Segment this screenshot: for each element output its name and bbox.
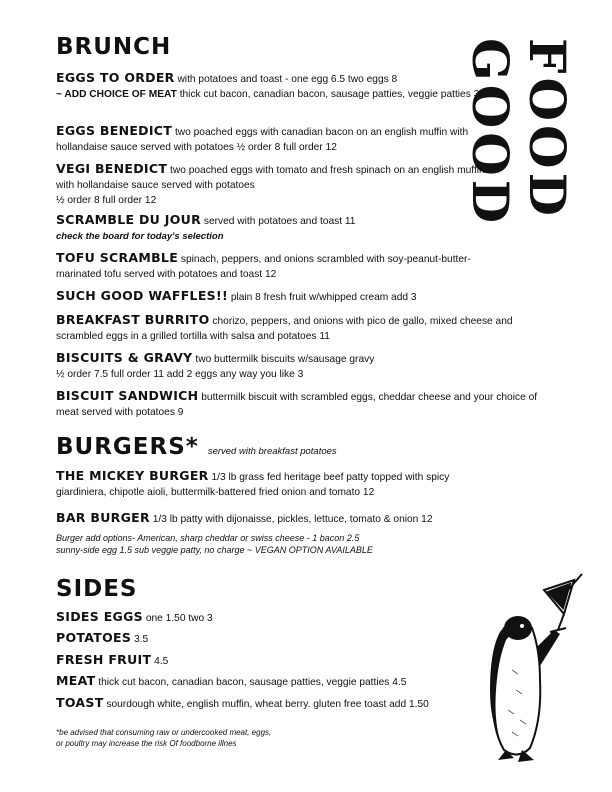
menu-item [56, 609, 486, 626]
item-desc: 3.5 [134, 634, 149, 645]
item-name: BISCUITS & GRAVY [56, 350, 193, 365]
item-desc: thick cut bacon, canadian bacon, sausage patties, veggie patties 4.5 [98, 677, 407, 688]
menu-item [56, 250, 486, 282]
burger-addons-line2: sunny-side egg 1.5 sub veggie patty, no charge ~ VEGAN OPTION AVAILABLE [56, 545, 373, 555]
item-note: check the board for today's selection [56, 231, 224, 242]
disclaimer-line1: *be advised that consuming raw or undercooked meat, eggs, [56, 728, 272, 737]
item-name: MEAT [56, 673, 96, 688]
sides-heading: SIDES [56, 576, 138, 602]
item-desc: one 1.50 two 3 [145, 613, 213, 624]
menu-item [56, 350, 486, 382]
brunch-heading: BRUNCH [56, 34, 172, 60]
burger-addons-line1: Burger add options- American, sharp cheddar or swiss cheese - 1 bacon 2.5 [56, 533, 360, 543]
menu-item [56, 212, 486, 244]
burgers-subheading: served with breakfast potatoes [207, 446, 337, 457]
menu-item [56, 70, 486, 102]
item-desc: chorizo, peppers, and onions with pico de gallo, mixed cheese and scrambled eggs in a grilled tortilla with salsa and potatoes 11 [56, 316, 513, 342]
penguin-cocktail-icon [478, 570, 588, 770]
menu-item [56, 288, 486, 305]
burgers-heading: BURGERS* [56, 434, 199, 460]
item-name: POTATOES [56, 630, 132, 645]
item-desc: buttermilk biscuit with scrambled eggs, cheddar cheese and your choice of meat served with potatoes 9 [56, 392, 538, 418]
item-desc: plain 8 fresh fruit w/whipped cream add 3 [230, 292, 417, 303]
burgers-heading-row [56, 434, 337, 460]
menu-item [56, 312, 556, 344]
menu-item [56, 695, 486, 712]
item-desc: spinach, peppers, and onions scrambled with soy-peanut-butter-marinated tofu served with potatoes and toast 12 [56, 254, 471, 280]
item-name: SUCH GOOD WAFFLES!! [56, 288, 228, 303]
disclaimer [56, 727, 271, 749]
burger-addons [56, 532, 373, 556]
menu-item [56, 510, 556, 527]
item-desc: 4.5 [154, 656, 169, 667]
item-desc: sourdough white, english muffin, wheat berry. gluten free toast add 1.50 [106, 699, 429, 710]
item-name: BISCUIT SANDWICH [56, 388, 199, 403]
menu-item [56, 123, 486, 155]
item-name: FRESH FRUIT [56, 652, 152, 667]
item-name: SCRAMBLE DU JOUR [56, 212, 202, 227]
banner-word-food: FOOD [518, 38, 577, 220]
item-name: BAR BURGER [56, 510, 150, 525]
menu-item [56, 673, 486, 690]
item-desc: two buttermilk biscuits w/sausage gravy [195, 354, 375, 365]
item-name: VEGI BENEDICT [56, 161, 168, 176]
item-desc: with potatoes and toast - one egg 6.5 two eggs 8 [177, 74, 398, 85]
item-name: TOFU SCRAMBLE [56, 250, 179, 265]
item-desc: two poached eggs with tomato and fresh spinach on an english muffin with hollandaise sauce served with potatoes [56, 165, 485, 191]
menu-item [56, 388, 556, 420]
menu-item [56, 652, 486, 669]
item-extra-desc: thick cut bacon, canadian bacon, sausage patties, veggie patties 3 [179, 89, 480, 100]
item-extra: ~ ADD CHOICE OF MEAT [56, 89, 177, 100]
disclaimer-line2: or poultry may increase the risk Of foodborne illnes [56, 739, 237, 748]
menu-item [56, 161, 486, 208]
item-desc-2: ½ order 8 full order 12 [56, 195, 157, 206]
banner-word-good: GOOD [461, 38, 520, 228]
item-name: TOAST [56, 695, 104, 710]
item-desc: 1/3 lb grass fed heritage beef patty topped with spicy giardiniera, chipotle aioli, buttermilk-battered fried onion and tomato 12 [56, 472, 450, 498]
item-desc: served with potatoes and toast 11 [203, 216, 356, 227]
menu-item [56, 630, 486, 647]
item-name: THE MICKEY BURGER [56, 468, 209, 483]
item-desc: 1/3 lb patty with dijonaisse, pickles, lettuce, tomato & onion 12 [152, 514, 433, 525]
item-name: SIDES EGGS [56, 609, 143, 624]
menu-item [56, 468, 486, 500]
item-desc: two poached eggs with canadian bacon on an english muffin with hollandaise sauce served with potatoes ½ order 8 full order 12 [56, 127, 469, 153]
item-name: EGGS BENEDICT [56, 123, 173, 138]
item-desc-2: ½ order 7.5 full order 11 add 2 eggs any way you like 3 [56, 369, 304, 380]
item-name: BREAKFAST BURRITO [56, 312, 210, 327]
item-name: EGGS TO ORDER [56, 70, 175, 85]
